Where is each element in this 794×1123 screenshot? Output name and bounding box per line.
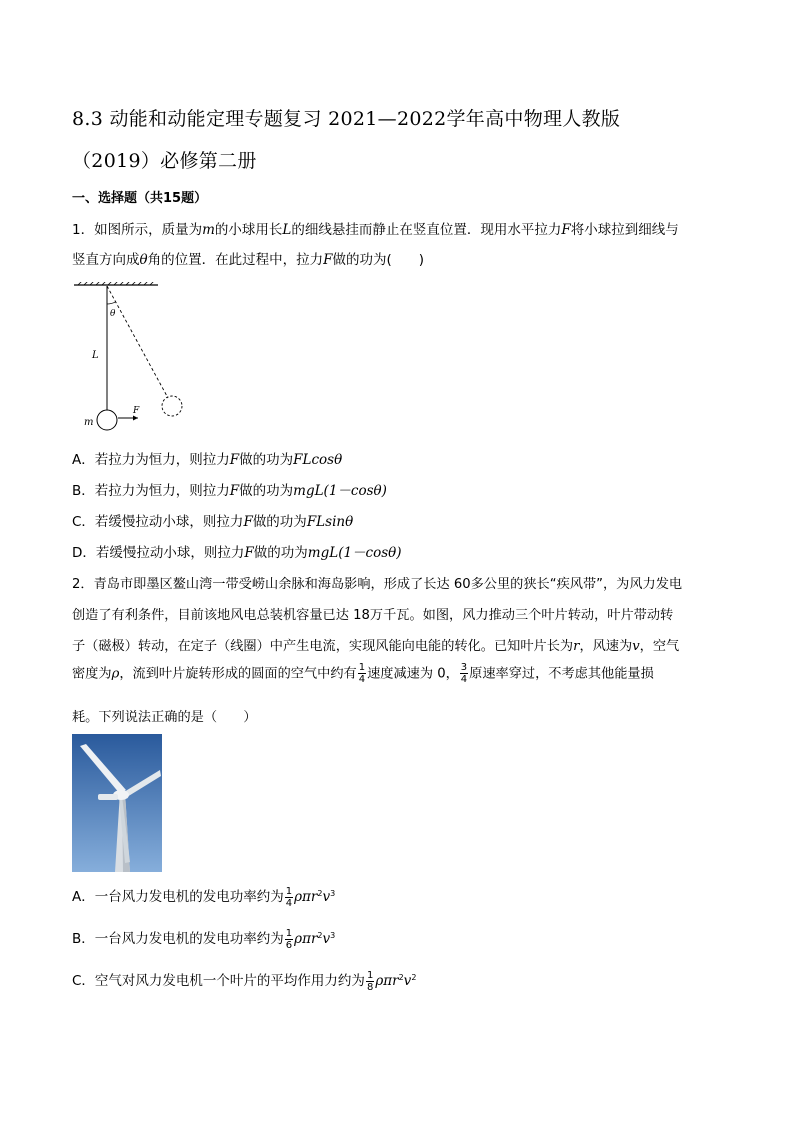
- wind-turbine-photo: [72, 734, 162, 872]
- title-line-2: （2019）必修第二册: [72, 150, 257, 172]
- q1-option-c[interactable]: C．若缓慢拉动小球，则拉力F做的功为FLsinθ: [72, 514, 354, 530]
- theta-label: θ: [110, 309, 116, 319]
- q2-option-a[interactable]: A．一台风力发电机的发电功率约为 $\frac{1}{4}$ $\rho\pi r^2v^3$: [72, 885, 336, 909]
- q1-option-a[interactable]: A．若拉力为恒力，则拉力F做的功为FLcosθ: [72, 452, 343, 468]
- force-label: F: [133, 406, 140, 416]
- q2-line-2: 创造了有利条件，目前该地风电总装机容量已达 18万千瓦。如图，风力推动三个叶片转动，叶片带动转: [72, 608, 674, 623]
- section-heading: 一、选择题（共15题）: [72, 191, 208, 206]
- q2-option-c[interactable]: C．空气对风力发电机一个叶片的平均作用力约为 $\frac{1}{8}$ $\rho\pi r^2v^2$: [72, 969, 417, 993]
- q2-option-b[interactable]: B．一台风力发电机的发电功率约为 $\frac{1}{6}$ $\rho\pi r^2v^3$: [72, 927, 336, 951]
- ball: [97, 410, 117, 430]
- length-label: L: [92, 350, 99, 361]
- q1-line-2: 竖直方向成θ角的位置．在此过程中，拉力F做的功为( ): [72, 252, 425, 268]
- title-line-1: 8.3 动能和动能定理专题复习 2021—2022学年高中物理人教版: [72, 108, 621, 130]
- q1-option-b[interactable]: B．若拉力为恒力，则拉力F做的功为mgL(1－cosθ): [72, 483, 387, 499]
- ball-displaced: [162, 396, 182, 416]
- q2-line-4: 密度为ρ，流到叶片旋转形成的圆面的空气中约有 $\frac{1}{4}$ 速度减速为 0， $\frac{3}{4}$ 原速率穿过，不考虑其他能量损: [72, 662, 654, 685]
- q2-line-3: 子（磁极）转动，在定子（线圈）中产生电流，实现风能向电能的转化。已知叶片长为r，风速为v，空气: [72, 639, 680, 654]
- q1-option-d[interactable]: D．若缓慢拉动小球，则拉力F做的功为mgL(1－cosθ): [72, 545, 402, 561]
- q2-line-1: 2．青岛市即墨区鳌山湾一带受崂山余脉和海岛影响，形成了长达 60多公里的狭长“疾风带”，为风力发电: [72, 577, 683, 592]
- mass-label: m: [84, 417, 94, 428]
- q1-line-1: 1．如图所示，质量为m的小球用长L的细线悬挂而静止在竖直位置．现用水平拉力F将小球拉到细线与: [72, 222, 679, 238]
- q2-line-5: 耗。下列说法正确的是（ ）: [72, 710, 257, 725]
- pendulum-figure: [72, 282, 192, 432]
